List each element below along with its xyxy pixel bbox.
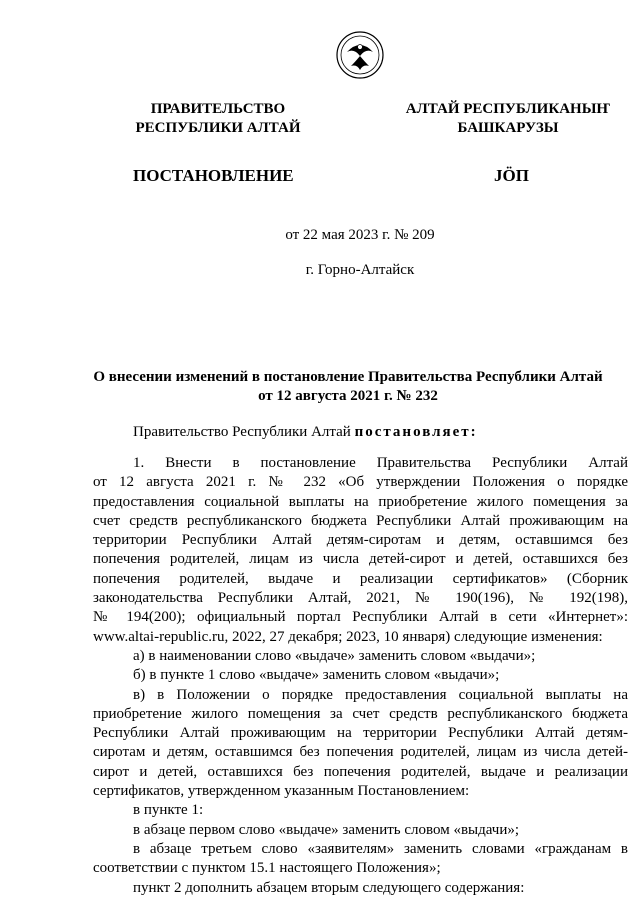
paragraph-third-line-1: в абзаце третьем слово «заявителям» заменить словами «гражданам в [133, 840, 628, 857]
intro-prefix: Правительство Республики Алтай [133, 424, 355, 440]
header-right-line-1: АЛТАЙ РЕСПУБЛИКАНЫҤ [405, 101, 611, 117]
paragraph-third-line-2: соответствии с пунктом 15.1 настоящего Положения»; [93, 860, 441, 877]
subject-line-2: от 12 августа 2021 г. № 232 [258, 388, 438, 404]
item-v-line-2: приобретение жилого помещения за счет средств республиканского бюджета [93, 705, 628, 722]
item-v-line-6: сертификатов, утвержденном указанным Постановлением: [93, 783, 470, 800]
intro-line [133, 424, 478, 441]
p1-line-6: попечения родителей, лицам из числа детей-сирот и детей, оставшихся без [93, 551, 628, 568]
point-2: пункт 2 дополнить абзацем вторым следующего содержания: [133, 879, 525, 896]
p1-line-8: законодательства Республики Алтай, 2021, № 190(196), № 192(198), [93, 590, 628, 607]
doc-type-right: ЈӦП [494, 166, 529, 185]
p1-line-9: № 194(200); официальный портал Республики Алтай в сети «Интернет»: [93, 609, 628, 626]
item-b: б) в пункте 1 слово «выдаче» заменить словом «выдачи»; [133, 667, 500, 684]
p1-line-3: предоставления социальной выплаты на приобретение жилого помещения за [93, 493, 628, 510]
subject-line-1: О внесении изменений в постановление Правительства Республики Алтай [93, 369, 603, 385]
coat-of-arms-icon [335, 30, 385, 80]
header-right-line-2: БАШКАРУЗЫ [457, 120, 559, 136]
p1-line-10: www.altai-republic.ru, 2022, 27 декабря; 2023, 10 января) следующие изменения: [93, 628, 603, 645]
city-line: г. Горно-Алтайск [305, 262, 415, 278]
item-v-line-4: сиротам и детям, оставшимся без попечения родителей, лицам из числа детей- [93, 744, 628, 761]
p1-line-4: счет средств республиканского бюджета Республики Алтай проживающим на [93, 512, 628, 529]
document-subject [93, 368, 603, 406]
date-line: от 22 мая 2023 г. № 209 [285, 227, 435, 243]
item-a: а) в наименовании слово «выдаче» заменить словом «выдачи»; [133, 647, 536, 664]
p1-line-5: территории Республики Алтай детям-сиротам и детям, оставшимся без [93, 532, 628, 549]
point-1: в пункте 1: [133, 802, 204, 819]
header-right [393, 100, 623, 138]
p1-line-2: от 12 августа 2021 г. № 232 «Об утверждении Положения о порядке [93, 474, 628, 491]
paragraph-first: в абзаце первом слово «выдаче» заменить словом «выдачи»; [133, 821, 520, 838]
p1-line-7: попечения родителей, выдаче и реализации сертификатов» (Сборник [93, 570, 628, 587]
header-left [103, 100, 333, 138]
item-v-line-3: Республики Алтай проживающим на территории Республики Алтай детям- [93, 725, 628, 742]
header-left-line-2: РЕСПУБЛИКИ АЛТАЙ [135, 120, 301, 136]
item-v-line-5: сирот и детей, оставшихся без попечения родителей, выдаче и реализации [93, 763, 628, 780]
intro-verb: постановляет: [354, 424, 478, 440]
p1-line-1: 1. Внести в постановление Правительства Республики Алтай [133, 455, 628, 471]
doc-type-left: ПОСТАНОВЛЕНИЕ [133, 166, 294, 185]
document-body [93, 454, 628, 898]
item-v-line-1: в) в Положении о порядке предоставления социальной выплаты на [133, 686, 628, 703]
header-left-line-1: ПРАВИТЕЛЬСТВО [150, 101, 286, 117]
